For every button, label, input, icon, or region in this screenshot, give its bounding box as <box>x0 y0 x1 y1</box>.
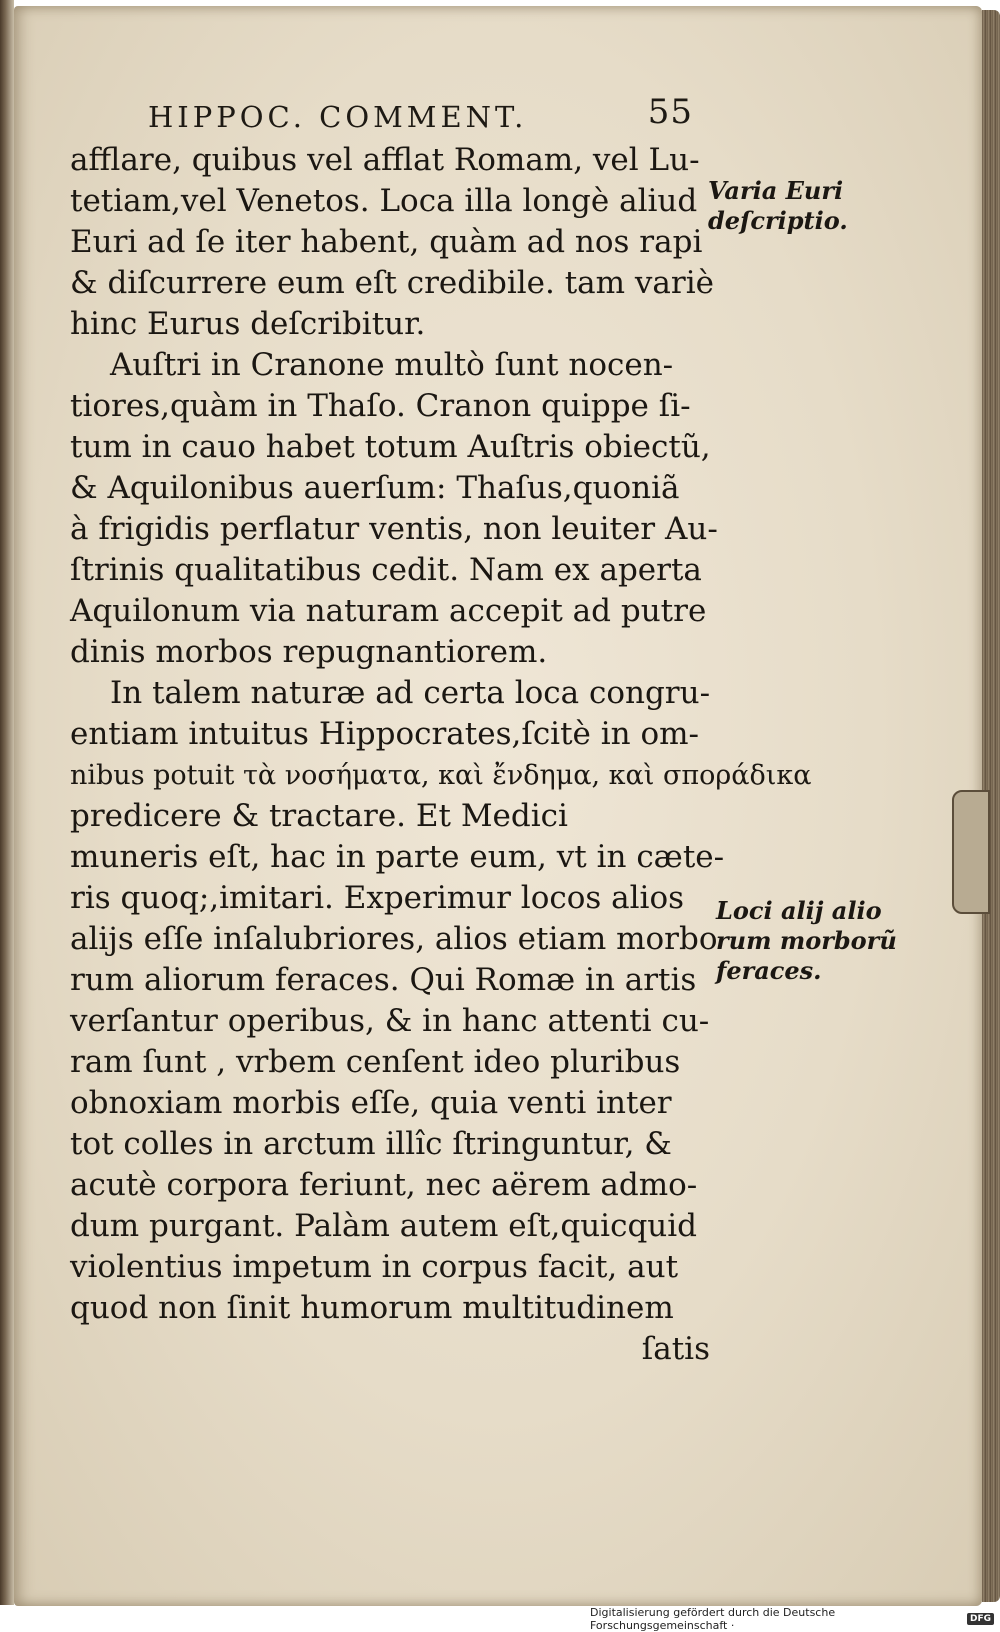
text-line: dum purgant. Palàm autem eſt,quicquid <box>70 1208 698 1244</box>
text-line: predicere & tractare. Et Medici <box>70 798 568 834</box>
text-line: rum aliorum feraces. Qui Romæ in artis <box>70 962 697 998</box>
book-clasp <box>952 790 990 914</box>
credit-text: Digitalisierung gefördert durch die Deutsche Forschungsgemeinschaft · <box>590 1605 836 1632</box>
text-line: & diſcurrere eum eſt credibile. tam variè <box>70 265 714 301</box>
marginal-note-line: Varia Euri <box>708 176 844 205</box>
text-line: ram ſunt , vrbem cenſent ideo pluribus <box>70 1044 681 1080</box>
text-line: violentius impetum in corpus facit, aut <box>70 1249 679 1285</box>
page-number: 55 <box>647 92 693 132</box>
text-line: tum in cauo habet totum Auſtris obiectũ, <box>70 429 711 465</box>
text-line: entiam intuitus Hippocrates,ſcitè in om- <box>70 716 700 752</box>
marginal-note-1 <box>708 176 878 236</box>
running-head-title: HIPPOC. COMMENT. <box>148 100 528 134</box>
text-line: tetiam,vel Venetos. Loca illa longè aliud <box>70 183 698 219</box>
text-line: verſantur operibus, & in hanc attenti cu- <box>70 1003 710 1039</box>
marginal-note-line: feraces. <box>716 956 822 985</box>
text-line: afflare, quibus vel afflat Romam, vel Lu- <box>70 142 700 178</box>
catchword: ſatis <box>641 1331 710 1367</box>
text-line: nibus potuit τὰ νοσήματα, καὶ ἔνδημα, καὶ σποράδικα <box>70 760 812 791</box>
text-line: Aquilonum via naturam accepit ad putre <box>70 593 707 629</box>
text-line: obnoxiam morbis eſſe, quia venti inter <box>70 1085 672 1121</box>
text-line: In talem naturæ ad certa loca congru- <box>110 675 711 711</box>
text-line: Auſtri in Cranone multò ſunt nocen- <box>110 347 674 383</box>
text-line: à frigidis perflatur ventis, non leuiter Au- <box>70 511 718 547</box>
text-line: acutè corpora feriunt, nec aërem admo- <box>70 1167 698 1203</box>
dfg-logo-icon: DFG <box>967 1613 994 1625</box>
text-line: & Aquilonibus auerſum: Thaſus,quoniã <box>70 470 680 506</box>
text-line: ris quoq;,imitari. Experimur locos alios <box>70 880 685 916</box>
marginal-note-line: deſcriptio. <box>708 206 848 235</box>
text-line: quod non ſinit humorum multitudinem <box>70 1290 674 1326</box>
text-line: tot colles in arctum illîc ſtringuntur, & <box>70 1126 672 1162</box>
digitization-credit <box>590 1605 1000 1632</box>
running-head <box>148 92 693 136</box>
marginal-note-line: rum morborũ <box>716 926 897 955</box>
text-line: alijs eſſe inſalubriores, alios etiam morbo <box>70 921 718 957</box>
text-line: muneris eſt, hac in parte eum, vt in cæte- <box>70 839 725 875</box>
gutter-shadow <box>0 0 14 1605</box>
text-line: dinis morbos repugnantiorem. <box>70 634 548 670</box>
text-line: tiores,quàm in Thaſo. Cranon quippe ſi- <box>70 388 691 424</box>
text-line: ſtrinis qualitatibus cedit. Nam ex aperta <box>70 552 702 588</box>
marginal-note-2 <box>716 896 897 986</box>
text-line: hinc Eurus deſcribitur. <box>70 306 426 342</box>
marginal-note-line: Loci alij alio <box>716 896 882 925</box>
text-line: Euri ad ſe iter habent, quàm ad nos rapi <box>70 224 703 260</box>
